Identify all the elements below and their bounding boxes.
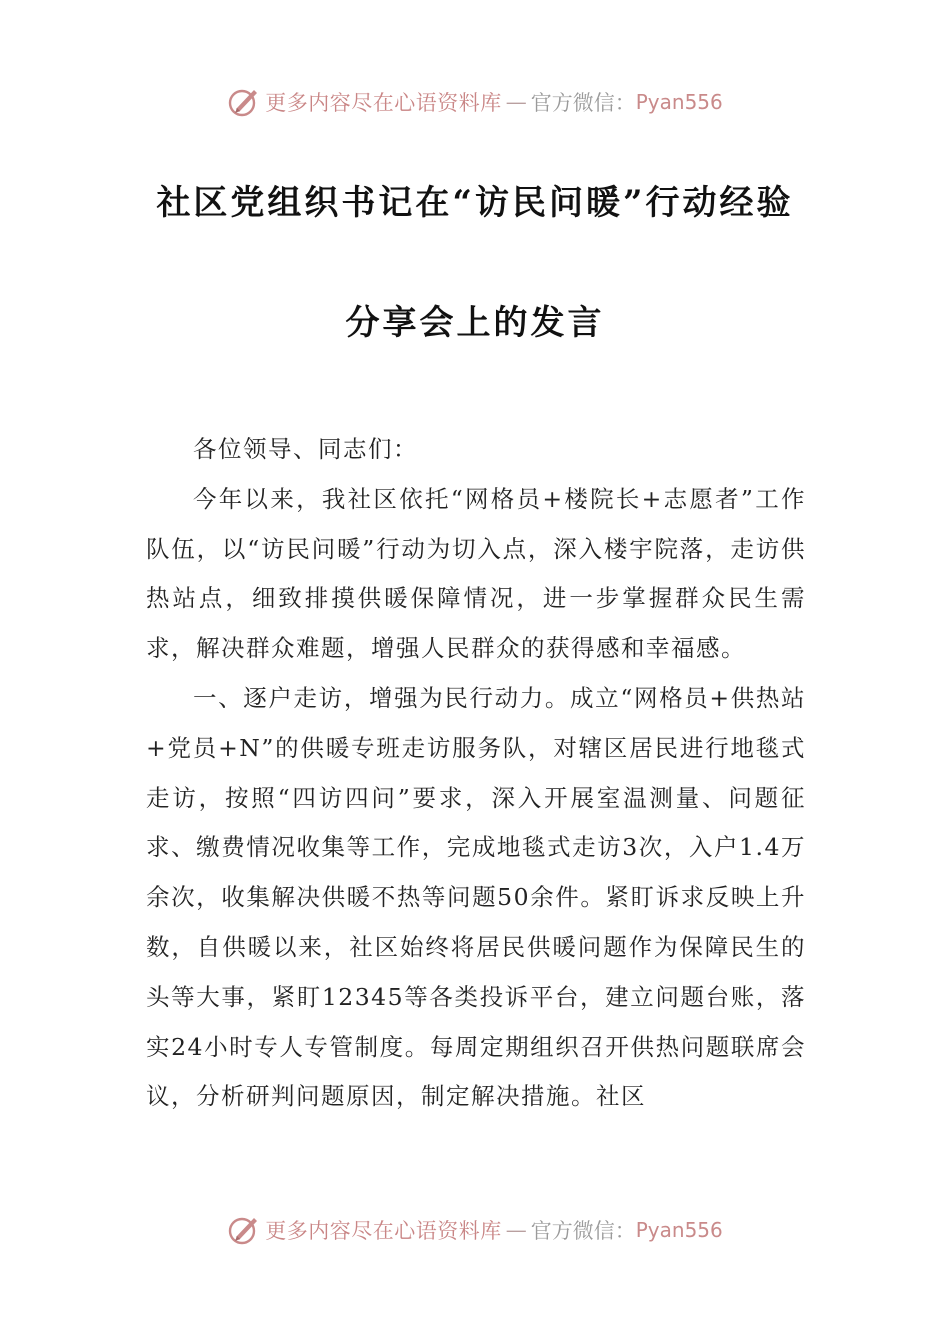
body-paragraph: 今年以来，我社区依托“网格员+楼院长+志愿者”工作队伍，以“访民问暖”行动为切入点，深入楼宇院落，走访供热站点，细致排摸供暖保障情况，进一步掌握群众民生需求，解决群众难题，增强人民群众的获得感和幸福感。 <box>146 484 806 663</box>
watermark-wechat-id: Pyan556 <box>635 90 723 114</box>
watermark-text: 更多内容尽在心语资料库 <box>265 91 502 115</box>
quill-pen-logo-icon <box>227 1213 261 1247</box>
watermark-dash: — <box>505 90 527 114</box>
watermark-label: 官方微信： <box>530 91 636 115</box>
document-title-line-2: 分享会上的发言 <box>345 303 605 343</box>
watermark-wechat-id: Pyan556 <box>635 1218 723 1242</box>
document-title-line-1: 社区党组织书记在“访民问暖”行动经验 <box>156 183 794 223</box>
document-body <box>146 425 806 1122</box>
salutation: 各位领导、同志们： <box>193 435 418 463</box>
body-paragraph: 一、逐户走访，增强为民行动力。成立“网格员+供热站+党员+N”的供暖专班走访服务队，对辖区居民进行地毯式走访，按照“四访四问”要求，深入开展室温测量、问题征求、缴费情况收集等工作，完成地毯式走访3次，入户1.4万余次，收集解决供暖不热等问题50余件。紧盯诉求反映上升数，自供暖以来，社区始终将居民供暖问题作为保障民生的头等大事，紧盯12345等各类投诉平台，建立问题台账，落实24小时专人专管制度。每周定期组织召开供热问题联席会议，分析研判问题原因，制定解决措施。社区 <box>146 683 806 1111</box>
watermark-text: 更多内容尽在心语资料库 <box>265 1219 502 1243</box>
header-watermark <box>0 82 950 122</box>
footer-watermark <box>0 1210 950 1250</box>
watermark-dash: — <box>505 1218 527 1242</box>
quill-pen-logo-icon <box>227 85 261 119</box>
watermark-label: 官方微信： <box>530 1219 636 1243</box>
